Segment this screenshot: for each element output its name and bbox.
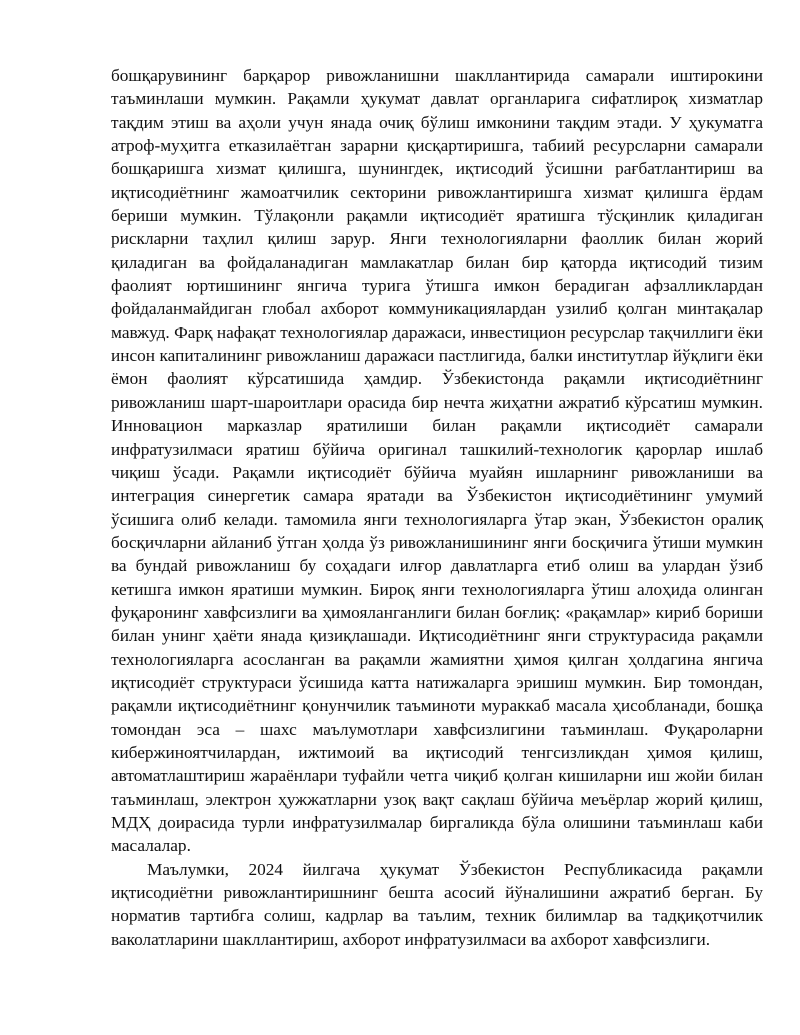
paragraph-2: Маълумки, 2024 йилгача ҳукумат Ўзбекистон Республикасида рақамли иқтисодиётни ривожлантиришнинг бешта асосий йўналишини ажратиб берган. Бу норматив тартибга солиш, кадрлар ва таълим, техник билимлар ва тадқиқотчилик ваколатларини шакллантириш, ахборот инфратузилмаси ва ахборот хавфсизлиги. [111,859,763,949]
paragraph-1: бошқарувининг барқарор ривожланишни шакллантирида самарали иштирокини таъминлаши мумкин. Рақамли ҳукумат давлат органларига сифатлироқ хизматлар тақдим этиш ва аҳоли учун янада очиқ бўлиш имконини тақдим этади. У ҳукуматга атроф-муҳитга етказилаётган зарарни қисқартиришга, табиий ресурсларни самарали бошқаришга хизмат қилишга, шунингдек, иқтисодий ўсишни рағбатлантириш ва иқтисодиётнинг жамоатчилик секторини ривожлантиришга хизмат қилишга ёрдам бериши мумкин. Тўлақонли рақамли иқтисодиёт яратишга тўсқинлик қиладиган рискларни таҳлил қилиш зарур. Янги технологияларни фаоллик билан жорий қиладиган ва фойдаланадиган мамлакатлар билан бир қаторда иқтисодий тизим фаолият юртишининг янгича турига ўтишга имкон берадиган афзалликлардан фойдаланмайдиган глобал ахборот коммуникациялардан узилиб қолган минтақалар мавжуд. Фарқ нафақат технологиялар даражаси, инвестицион ресурслар тақчиллиги ёки инсон капиталининг ривожланиш даражаси пастлигида, балки институтлар йўқлиги ёки ёмон фаолият кўрсатишида ҳамдир. Ўзбекистонда рақамли иқтисодиётнинг ривожланиш шарт-шароитлари орасида бир нечта жиҳатни ажратиб кўрсатиш мумкин. Инновацион марказлар яратилиши билан рақамли иқтисодиёт самарали инфратузилмаси яратиш бўйича оригинал ташкилий-технологик қарорлар ишлаб чиқиш ўсади. Рақамли иқтисодиёт бўйича муайян ишларнинг ривожланиши ва интеграция синергетик самара яратади ва Ўзбекистон иқтисодиётининг умумий ўсишига олиб келади. тамомила янги технологияларга ўтар экан, Ўзбекистон оралиқ босқичларни айланиб ўтган ҳолда ўз ривожланишининг янги босқичига ўтиши мумкин ва бундай ривожланиш бу соҳадаги илғор давлатларга етиб олиш ва улардан ўзиб кетишга имкон яратиши мумкин. Бироқ янги технологияларга ўтиш алоҳида олинган фуқаронинг хавфсизлиги ва ҳимояланганлиги билан боғлиқ: «рақамлар» кириб бориши билан унинг ҳаёти янада қизиқлашади. Иқтисодиётнинг янги структурасида рақамли технологияларга асосланган ва рақамли жамиятни ҳимоя қилган ҳолдагина янгича иқтисодиёт структураси ўсишида катта натижаларга эришиш мумкин. Бир томондан, рақамли иқтисодиётнинг қонунчилик таъминоти мураккаб масала ҳисобланади, бошқа томондан эса – шахс маълумотлари хавфсизлигини таъминлаш. Фуқароларни кибержиноятчилардан, ижтимоий ва иқтисодий тенгсизликдан ҳимоя қилиш, автоматлаштириш жараёнлари туфайли четга чиқиб қолган кишиларни иш жойи билан таъминлаш, электрон ҳужжатларни узоқ вақт сақлаш бўйича меъёрлар жорий қилиш, МДҲ доирасида турли инфратузилмалар биргаликда бўла олишини таъминлаш каби масалалар. [111,66,763,856]
document-page [111,64,763,951]
